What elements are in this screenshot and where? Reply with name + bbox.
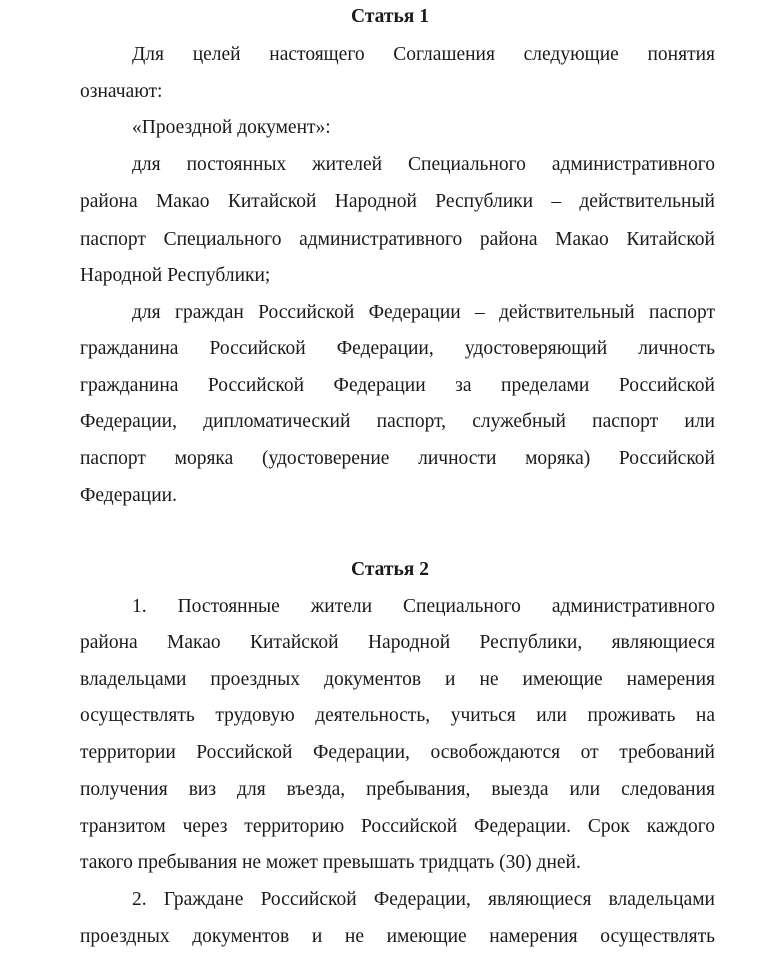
text-line: «Проездной документ»: xyxy=(132,117,331,138)
text-line: означают: xyxy=(80,81,163,102)
article-1-heading: Статья 1 xyxy=(351,6,429,27)
text-line: владельцами проездных документов и не имеющие намерения xyxy=(80,669,715,690)
text-line: района Макао Китайской Народной Республики – действительный xyxy=(80,191,715,212)
article-2-heading: Статья 2 xyxy=(351,559,429,580)
text-line: транзитом через территорию Российской Федерации. Срок каждого xyxy=(80,816,715,837)
text-line: гражданина Российской Федерации за пределами Российской xyxy=(80,375,715,396)
text-line: паспорт Специального административного района Макао Китайской xyxy=(80,229,715,250)
text-line: 2. Граждане Российской Федерации, являющиеся владельцами xyxy=(132,889,715,910)
text-line: гражданина Российской Федерации, удостоверяющий личность xyxy=(80,338,715,359)
text-line: получения виз для въезда, пребывания, выезда или следования xyxy=(80,779,715,800)
text-line: для граждан Российской Федерации – действительный паспорт xyxy=(132,302,715,323)
text-line: Для целей настоящего Соглашения следующие понятия xyxy=(132,44,715,65)
text-line: Федерации, дипломатический паспорт, служебный паспорт или xyxy=(80,411,715,432)
text-line: Федерации. xyxy=(80,485,177,506)
text-line: осуществлять трудовую деятельность, учиться или проживать на xyxy=(80,705,715,726)
text-line: района Макао Китайской Народной Республики, являющиеся xyxy=(80,632,715,653)
text-line: паспорт моряка (удостоверение личности моряка) Российской xyxy=(80,448,715,469)
text-line: такого пребывания не может превышать тридцать (30) дней. xyxy=(80,852,581,873)
text-line: 1. Постоянные жители Специального административного xyxy=(132,596,715,617)
text-line: территории Российской Федерации, освобождаются от требований xyxy=(80,742,715,763)
text-line: проездных документов и не имеющие намерения осуществлять xyxy=(80,926,715,947)
text-line: для постоянных жителей Специального административного xyxy=(132,154,715,175)
text-line: Народной Республики; xyxy=(80,265,271,286)
